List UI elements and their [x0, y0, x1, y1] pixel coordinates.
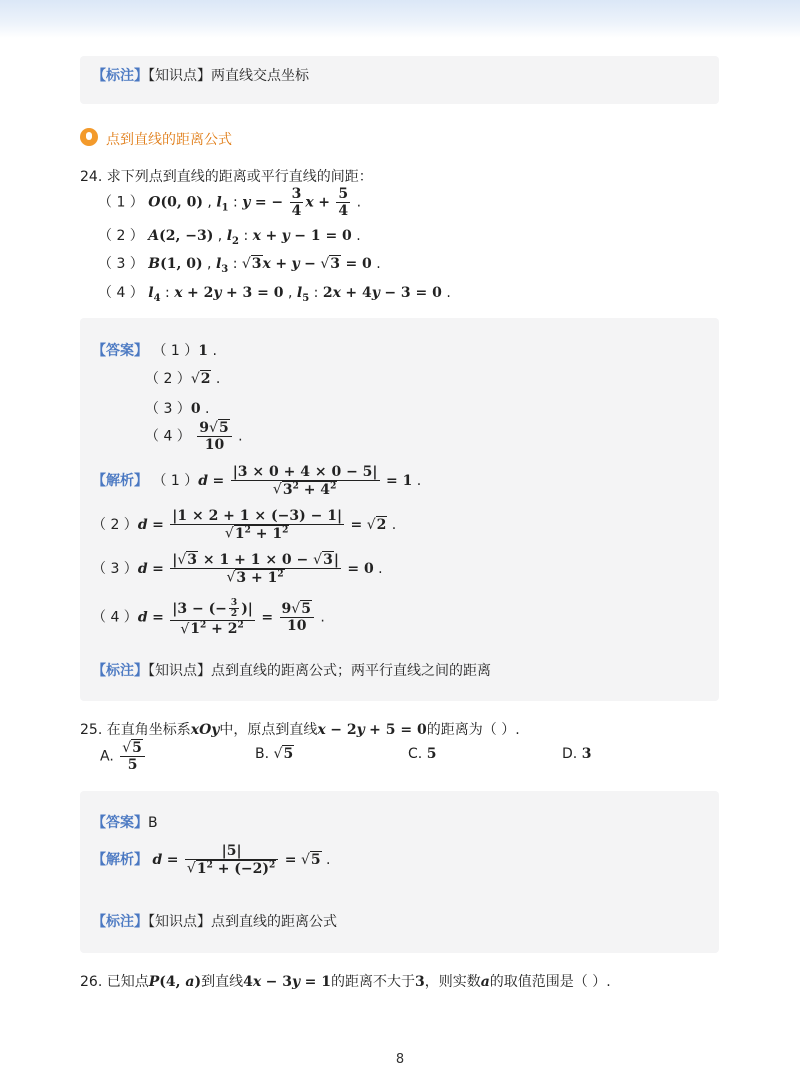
lightbulb-icon	[80, 128, 98, 146]
q24-part4: （ 4 ） $l_4$ : x + 2y + 3 = 0 , $l_5$ : 2x + 4y − 3 = 0 .	[98, 285, 451, 304]
q25-answer: B	[148, 815, 158, 831]
note-text: 【知识点】两直线交点坐标	[148, 68, 309, 84]
q24-part1: （ 1 ） O(0, 0) , $l_1$ : y = − $\frac{3}{4}$ x + $\frac{5}{4}$ .	[98, 186, 362, 220]
note-tag: 【标注】	[92, 68, 148, 84]
answer-tag: 【答案】	[92, 815, 148, 831]
analysis-tag: 【解析】	[92, 851, 148, 868]
q26-stem: 26. 已知点P(4, a)到直线4x − 3y = 1的距离不大于3，则实数a的取值范围是（ ）.	[80, 974, 611, 990]
q24-stem: 24. 求下列点到直线的距离或平行直线的间距：	[80, 169, 373, 185]
q25-option-a[interactable]: A. $\frac{√5}{5}$	[100, 740, 147, 773]
page-number: 8	[395, 1052, 405, 1067]
note-tag: 【标注】	[92, 914, 148, 930]
q25-option-b[interactable]: B. √5	[255, 746, 294, 762]
q25-option-c[interactable]: C. 5	[408, 746, 437, 762]
q25-option-d[interactable]: D. 3	[562, 746, 592, 762]
q24-ans1: 1	[198, 343, 209, 359]
note-box-top	[80, 56, 719, 104]
q24-part2: （ 2 ） A(2, −3) , $l_2$ : x + y − 1 = 0 .	[98, 228, 361, 247]
q24-part3: （ 3 ） B(1, 0) , $l_3$ : √3x + y − √3 = 0 .	[98, 256, 381, 275]
q25-note: 【知识点】点到直线的距离公式	[148, 914, 337, 930]
section-title: 点到直线的距离公式	[106, 132, 232, 148]
q24-answer-box: 【答案】 （ 1 ）1 . （ 2 ）√2 . （ 3 ）0 . （ 4 ） $\frac{9√5}{10}$ . 【解析】 （ 1 ）d = $\frac{|3 \times 0 + 4 \times 0 - 5|}{√3^2 + 4^2}$ = 1 . （ 2 ）d = $\frac{|1 \times 2 + 1 \times (-3) - 1|}{√1^2 + 1^2}$ = √2 . （ 3 ）d = $\frac{|√3 \times 1 + 1 \times 0 - √3|}{√3 + 1^2}$ = 0 . （ 4 ）d = |3 − (− $\frac{3}{2}$ )| $√1^2 + 2^2$ = $\frac{9√5}{10}$ . 【标注】【知识点】点到直线的距离公式；两平行直线之间的距离	[80, 318, 719, 701]
q25-stem: 25. 在直角坐标系xOy中，原点到直线x − 2y + 5 = 0的距离为（ ）.	[80, 722, 520, 738]
top-banner	[0, 0, 800, 38]
note-tag: 【标注】	[92, 663, 148, 679]
q25-answer-box: 【答案】B 【解析】 d = $\frac{|5|}{√1^2 + (-2)^2}$ = √5 . 【标注】【知识点】点到直线的距离公式	[80, 791, 719, 953]
q24-note: 【知识点】点到直线的距离公式；两平行直线之间的距离	[148, 663, 491, 679]
analysis-tag: 【解析】	[92, 472, 148, 489]
q24-ans3: 0	[190, 401, 201, 417]
answer-tag: 【答案】	[92, 343, 148, 359]
